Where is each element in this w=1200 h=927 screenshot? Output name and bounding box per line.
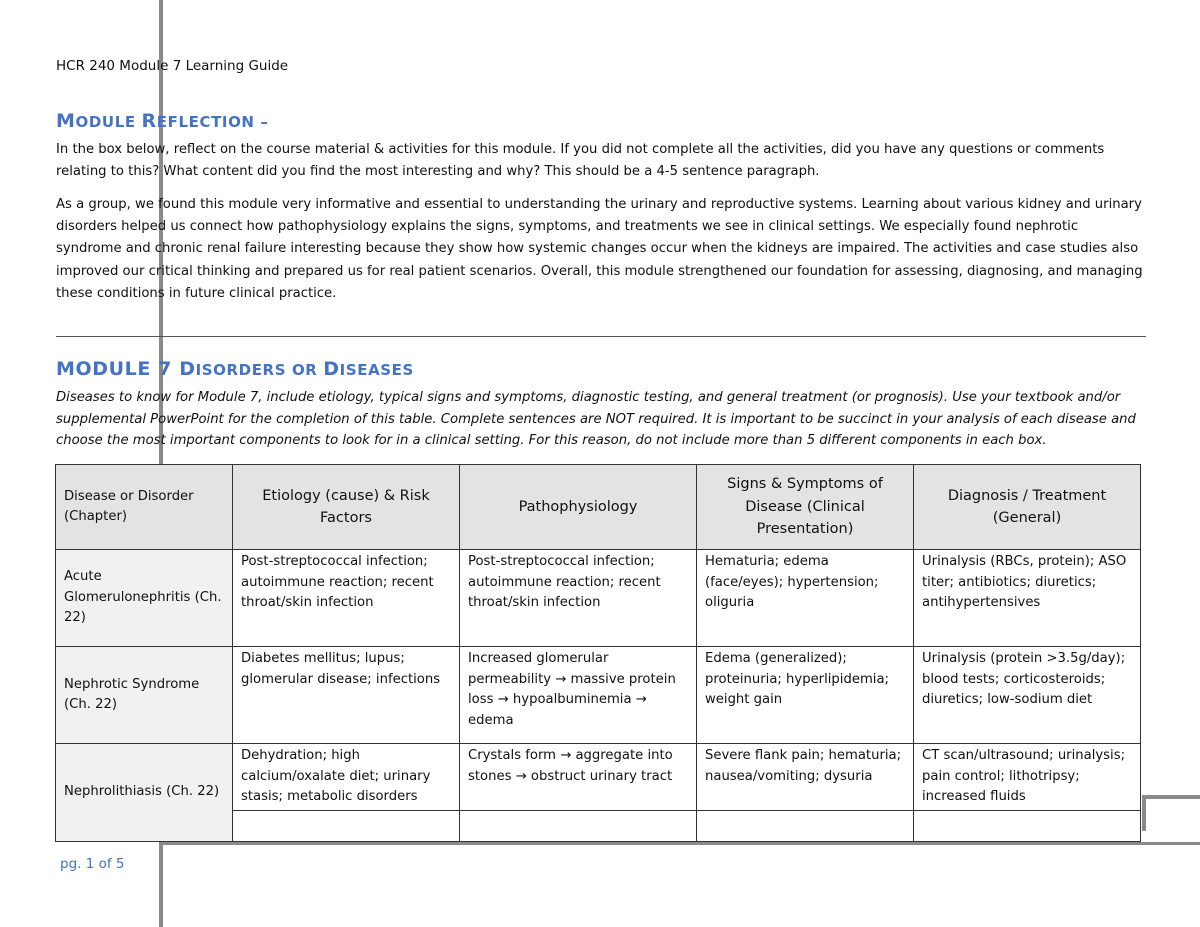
margin-guide-horizontal-short xyxy=(1142,795,1200,799)
margin-guide-vertical-short xyxy=(1142,799,1146,831)
table-cell[interactable]: Post-streptococcal infection; autoimmune reaction; recent throat/skin infection xyxy=(233,550,460,647)
table-row xyxy=(56,647,1141,744)
table-cell[interactable]: Crystals form → aggregate into stones → obstruct urinary tract xyxy=(460,744,697,811)
module-heading: MODULE 7 DISORDERS OR DISEASES xyxy=(56,358,414,380)
table-row xyxy=(56,550,1141,647)
header-diagnosis: Diagnosis / Treatment (General) xyxy=(914,465,1141,550)
empty-cell[interactable] xyxy=(697,811,914,842)
table-cell[interactable]: Severe flank pain; hematuria; nausea/vomiting; dysuria xyxy=(697,744,914,811)
table-cell[interactable]: CT scan/ultrasound; urinalysis; pain control; lithotripsy; increased fluids xyxy=(914,744,1141,811)
header-disease: Disease or Disorder (Chapter) xyxy=(56,465,233,550)
page-number: pg. 1 of 5 xyxy=(60,856,125,872)
empty-cell[interactable] xyxy=(460,811,697,842)
margin-guide-horizontal xyxy=(163,842,1200,845)
table-cell[interactable]: Diabetes mellitus; lupus; glomerular disease; infections xyxy=(233,647,460,744)
table-cell[interactable]: Dehydration; high calcium/oxalate diet; urinary stasis; metabolic disorders xyxy=(233,744,460,811)
table-cell[interactable]: Urinalysis (protein >3.5g/day); blood tests; corticosteroids; diuretics; low-sodium diet xyxy=(914,647,1141,744)
table-cell[interactable]: Post-streptococcal infection; autoimmune reaction; recent throat/skin infection xyxy=(460,550,697,647)
table-instructions: Diseases to know for Module 7, include etiology, typical signs and symptoms, diagnostic testing, and general treatment (or prognosis). Use your textbook and/or supplemental PowerPoint for the completion of this table. Complete sentences are NOT required. It is important to be succinct in your analysis of each disease and choose the most important components to look for in a clinical setting. For this reason, do not include more than 5 different components in each box. xyxy=(56,390,1136,448)
header-etiology: Etiology (cause) & Risk Factors xyxy=(233,465,460,550)
reflection-heading: MODULE REFLECTION – xyxy=(56,110,269,132)
header-signs: Signs & Symptoms of Disease (Clinical Presentation) xyxy=(697,465,914,550)
reflection-prompt: In the box below, reflect on the course material & activities for this module. If you did not complete all the activities, did you have any questions or comments relating to this? What content did you find the most interesting and why? This should be a 4-5 sentence paragraph. xyxy=(56,142,1105,180)
table-cell[interactable]: Hematuria; edema (face/eyes); hypertension; oliguria xyxy=(697,550,914,647)
disease-name: Nephrolithiasis (Ch. 22) xyxy=(56,744,233,842)
reflection-answer[interactable]: As a group, we found this module very informative and essential to understanding the urinary and reproductive systems. Learning about various kidney and urinary disorders helped us connect how pathophysiology explains the signs, symptoms, and treatments we see in clinical settings. We especially found nephrotic syndrome and chronic renal failure interesting because they show how systemic changes occur when the kidneys are impaired. The activities and case studies also improved our critical thinking and prepared us for real patient scenarios. Overall, this module strengthened our foundation for assessing, diagnosing, and managing these conditions in future clinical practice. xyxy=(56,197,1143,301)
table-header-row xyxy=(56,465,1141,550)
table-cell[interactable]: Edema (generalized); proteinuria; hyperlipidemia; weight gain xyxy=(697,647,914,744)
page-header: HCR 240 Module 7 Learning Guide xyxy=(56,58,289,74)
table-cell[interactable]: Urinalysis (RBCs, protein); ASO titer; antibiotics; diuretics; antihypertensives xyxy=(914,550,1141,647)
empty-cell[interactable] xyxy=(233,811,460,842)
table-row xyxy=(56,744,1141,811)
disease-name: Nephrotic Syndrome (Ch. 22) xyxy=(56,647,233,744)
section-divider xyxy=(56,336,1146,337)
table-cell[interactable]: Increased glomerular permeability → massive protein loss → hypoalbuminemia → edema xyxy=(460,647,697,744)
empty-cell[interactable] xyxy=(914,811,1141,842)
disease-name: Acute Glomerulonephritis (Ch. 22) xyxy=(56,550,233,647)
disease-table xyxy=(55,464,1141,842)
header-pathophysiology: Pathophysiology xyxy=(460,465,697,550)
